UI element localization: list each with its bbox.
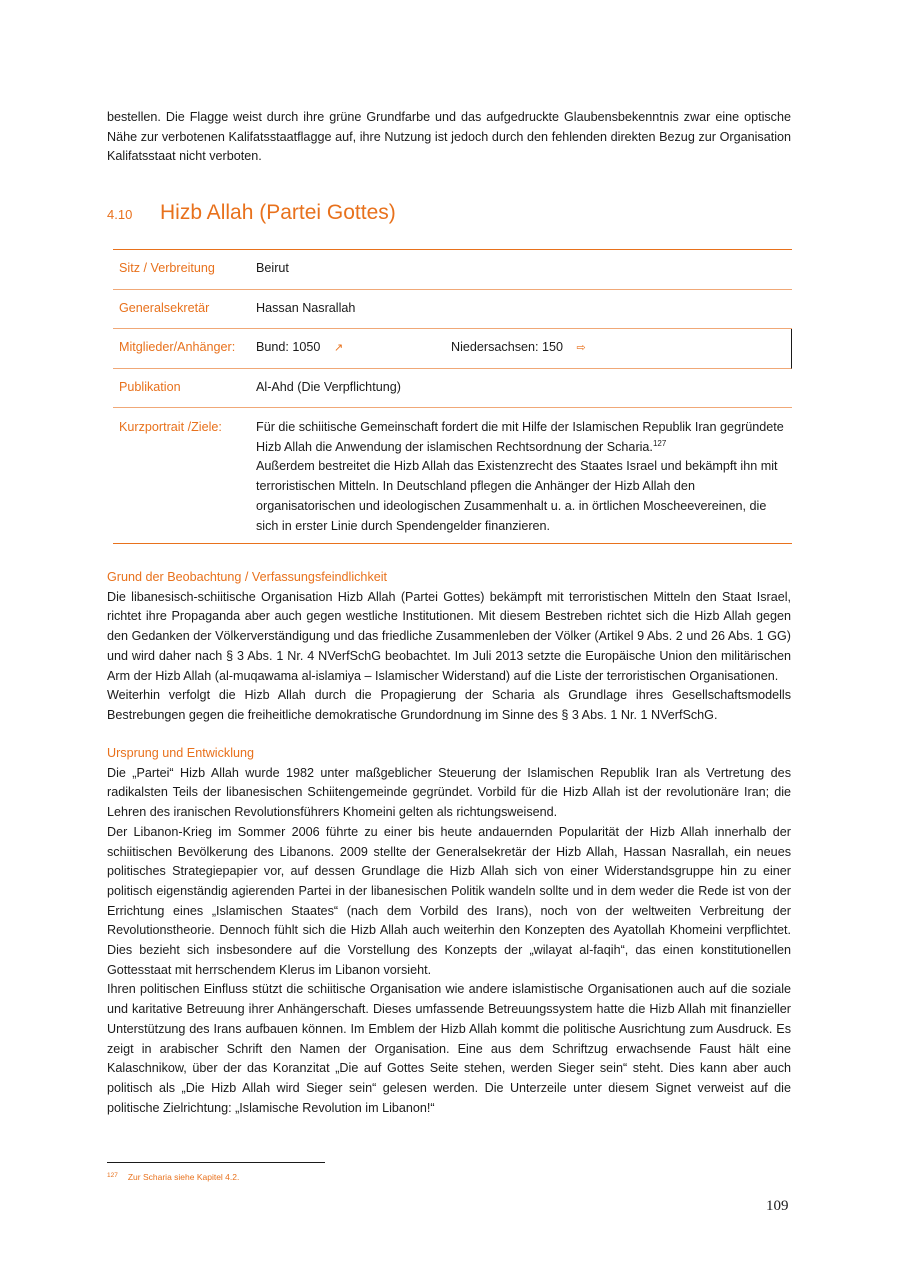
kurzportrait-sentence: Für die schiitische Gemeinschaft fordert die mit Hilfe der Islamischen Republik Iran gegründete Hizb Allah die Anwendung der islamischen Rechtsordnung der Scharia. [256,420,784,454]
section-heading [107,201,396,225]
publikation-value: Al-Ahd (Die Verpflichtung) [256,379,401,394]
profile-row-publikation [113,369,792,409]
beobachtung-heading: Grund der Beobachtung / Verfassungsfeindlichkeit [107,570,388,584]
niedersachsen-count: Niedersachsen: 150 [451,339,564,354]
section-number: 4.10 [107,207,133,222]
footnote-divider [107,1162,325,1163]
ursprung-heading: Ursprung und Entwicklung [107,746,255,760]
kurzportrait-label: Kurzportrait /Ziele: [119,420,222,434]
section-beobachtung [107,568,791,726]
beobachtung-paragraph-1: Die libanesisch-schiitische Organisation Hizb Allah (Partei Gottes) bekämpft mit terroristischen Mitteln den Staat Israel, richtet ihre Propaganda aber auch gegen westliche Institutionen. Mit diesem Bestreben richtet sich die Hizb Allah gegen den Gedanken der Völkerverständigung und das friedliche Zusammenleben der Völker (Artikel 9 Abs. 2 und 26 Abs. 1 GG) und wird daher nach § 3 Abs. 1 Nr. 4 NVerfSchG beobachtet. Im Juli 2013 setzte die Europäische Union den militärischen Arm der Hizb Allah (al-muqawama al-islamiya – Islamischer Widerstand) auf die Liste der terroristischen Organisationen. [107,589,791,683]
mitglieder-value [256,338,791,359]
intro-block [107,108,791,167]
generalsekretaer-value: Hassan Nasrallah [256,300,356,315]
generalsekretaer-label: Generalsekretär [119,300,210,315]
section-title: Hizb Allah (Partei Gottes) [160,201,396,224]
sitz-value: Beirut [256,261,289,276]
bund-count: Bund: 1050 [256,339,321,354]
bund-count-group [256,338,451,359]
profile-row-sitz [113,250,792,290]
niedersachsen-count-group [451,338,586,359]
ursprung-paragraph-1: Die „Partei“ Hizb Allah wurde 1982 unter maßgeblicher Steuerung der Islamischen Republik Iran als Vertretung des radikalsten Teils der libanesischen Schiitengemeinde gegründet. Vorbild für die Hizb Allah ist der revolutionäre Iran; die Lehren des iranischen Revolutionsführers Khomeini gelten als richtungsweisend. [107,765,791,820]
footnote-number: 127 [107,1172,118,1179]
intro-paragraph: bestellen. Die Flagge weist durch ihre grüne Grundfarbe und das aufgedruckte Glaubensbekenntnis zwar eine optische Nähe zur verbotenen Kalifatsstaatflagge auf, ihre Nutzung ist jedoch durch den fehlenden direkten Bezug zur Organisation Kalifatsstaat nicht verboten. [107,110,791,164]
profile-row-kurzportrait [113,408,792,543]
sitz-label: Sitz / Verbreitung [119,261,215,276]
footnote-ref[interactable]: 127 [652,438,667,448]
mitglieder-label: Mitglieder/Anhänger: [119,340,236,355]
footnote [107,1172,239,1182]
beobachtung-paragraph-2: Weiterhin verfolgt die Hizb Allah durch die Propagierung der Scharia als Grundlage ihres Gesellschaftsmodells Bestrebungen gegen die freiheitliche demokratische Grundordnung im Sinne des § 3 Abs. 1 Nr. 1 NVerfSchG. [107,688,791,722]
profile-row-generalsekretaer [113,290,792,330]
kurzportrait-value [256,418,792,536]
page-number: 109 [766,1198,789,1214]
footnote-text: Zur Scharia siehe Kapitel 4.2. [127,1172,240,1182]
profile-row-mitglieder [113,329,792,369]
right-arrow-icon: ⇨ [576,341,586,354]
section-ursprung [107,744,791,1118]
up-right-arrow-icon: ↗ [333,341,344,354]
ursprung-paragraph-2: Der Libanon-Krieg im Sommer 2006 führte zu einer bis heute andauernden Popularität der Hizb Allah innerhalb der schiitischen Bevölkerung des Libanons. 2009 stellte der Generalsekretär der Hizb Allah, Hassan Nasrallah, ein neues politisches Strategiepapier vor, auf dessen Grundlage die Hizb Allah sich von einer Widerstandsgruppe hin zu einer politisch eigenständig agierenden Partei in der libanesischen Politik wandeln sollte und in dem weder die Rede ist von der Errichtung eines „Islamischen Staates“ (nach dem Vorbild des Irans), noch von der weltweiten Verbreitung der Revolutionstheorie. Dennoch fühlt sich die Hizb Allah auch weiterhin den Konzepten des Ayatollah Khomeini verpflichtet. Dies bezieht sich insbesondere auf die Vorstellung des Konzepts der „wilayat al-faqih“, das einen konstitutionellen Gottesstaat mit herrschendem Klerus im Libanon vorsieht. [107,824,791,977]
kurzportrait-text-2: Außerdem bestreitet die Hizb Allah das Existenzrecht des Staates Israel und bekämpft ihn mit terroristischen Mitteln. In Deutschland pflegen die Anhänger der Hizb Allah den organisatorischen und ideologischen Zusammenhalt u. a. in örtlichen Moscheevereinen, die sich in erster Linie durch Spendengelder finanzieren. [256,459,778,533]
profile-table [113,249,792,544]
ursprung-paragraph-3: Ihren politischen Einfluss stützt die schiitische Organisation wie andere islamistische Organisationen auch auf die soziale und karitative Betreuung ihrer Anhängerschaft. Dieses umfassende Betreuungssystem hatte die Hizb Allah mit finanzieller Unterstützung des Irans aufbauen können. Im Emblem der Hizb Allah kommt die politische Ausrichtung zum Ausdruck. Es zeigt in arabischer Schrift den Namen der Organisation. Eine aus dem Schriftzug erwachsende Faust hält eine Kalaschnikow, über der das Koranzitat „Die auf Gottes Seite stehen, werden Sieger sein“ steht. Dies kann aber auch politisch als „Die Hizb Allah wird Sieger sein“ gelesen werden. Die Unterzeile unter diesem Signet verweist auf die politische Zielrichtung: „Islamische Revolution im Libanon!“ [107,982,791,1115]
kurzportrait-text-1 [256,418,786,457]
publikation-label: Publikation [119,379,181,394]
